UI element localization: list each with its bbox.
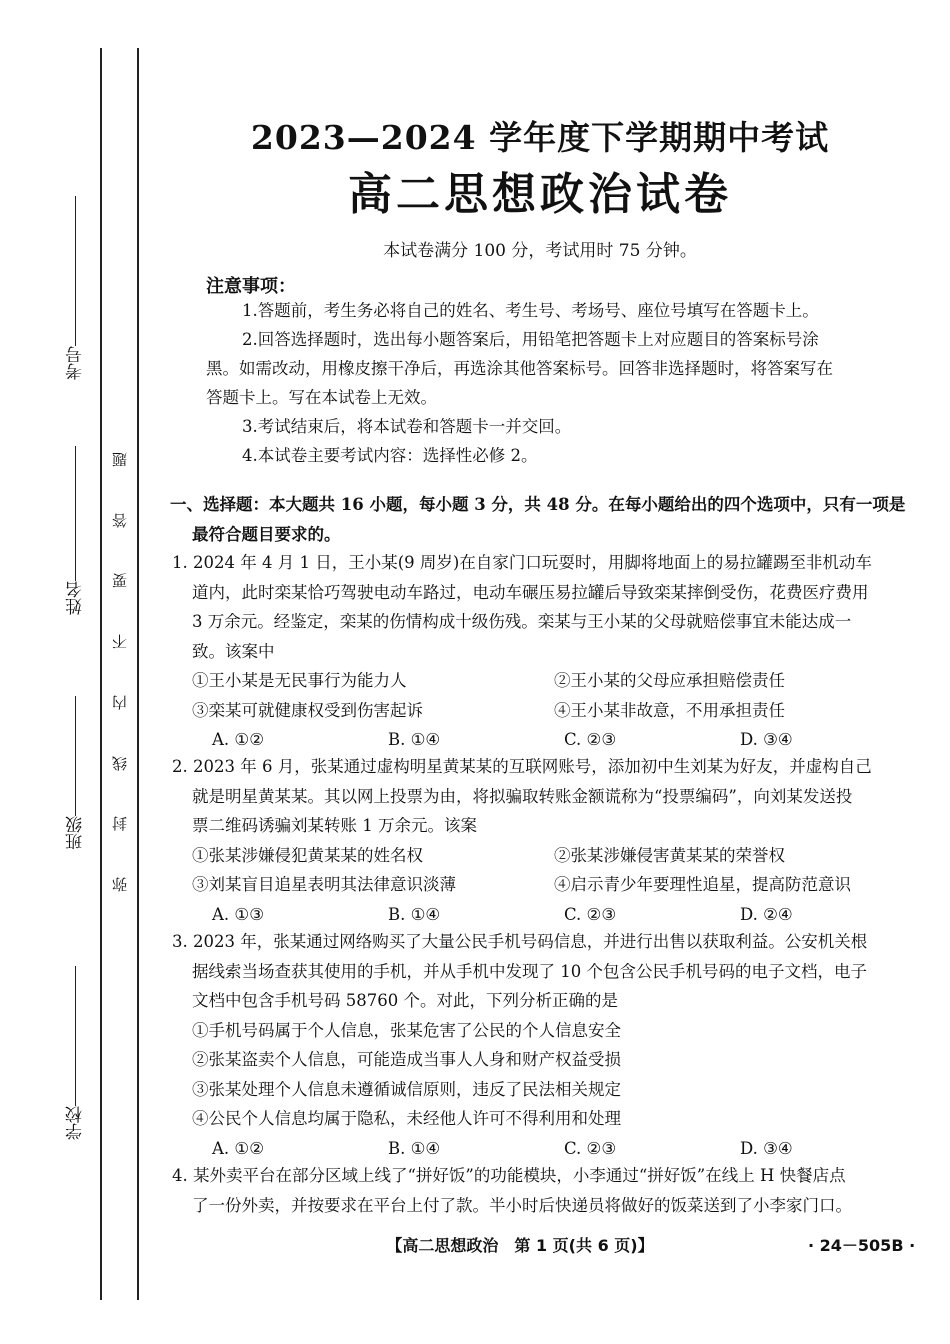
question-stem-line: 3. 2023 年，张某通过网络购买了大量公民手机号码信息，并进行出售以获取利益。公安机关根 [172,932,868,951]
paper-code: · 24－505B · [808,1236,916,1255]
statement-option: ③刘某盲目追星表明其法律意识淡薄 [192,875,456,894]
question-stem-line: 1. 2024 年 4 月 1 日，王小某(9 周岁)在自家门口玩耍时，用脚将地面上的易拉罐踢至非机动车 [172,553,872,572]
question-stem-line: 文档中包含手机号码 58760 个。对此，下列分析正确的是 [192,991,618,1010]
answer-choice-d: D. ③④ [740,1138,793,1158]
field-class-blank [75,696,76,816]
answer-choice-d: D. ②④ [740,904,793,924]
statement-option: ④公民个人信息均属于隐私，未经他人许可不得利用和处理 [192,1109,621,1128]
answer-choice-b: B. ①④ [388,1138,441,1158]
option-row [172,841,916,871]
field-exam-number [60,190,90,380]
option-row [172,666,916,696]
binding-line-outer [100,48,102,1300]
seal-char: 答 [110,512,129,528]
question-stem-line: 票二维码诱骗刘某转账 1 万余元。该案 [192,816,477,835]
exam-title: 2023—2024 学年度下学期期中考试 [250,118,830,157]
seal-char: 封 [110,816,129,832]
statement-option: ②张某盗卖个人信息，可能造成当事人人身和财产权益受损 [192,1050,621,1069]
seal-char: 要 [110,573,129,589]
answer-choice-a: A. ①② [212,730,264,749]
answer-choices [172,1134,916,1164]
answer-choice-c: C. ②③ [564,904,617,924]
notice-heading: 注意事项： [206,276,296,297]
notice-body [206,296,906,470]
exam-subject-title: 高二思想政治试卷 [348,169,732,220]
seal-line-text [108,452,130,892]
field-class-label: 班级 [65,816,86,850]
question-stem-line: 2. 2023 年 6 月，张某通过虚构明星黄某某的互联网账号，添加初中生刘某为好友，并虚构自己 [172,757,872,776]
statement-option: ③栾某可就健康权受到伤害起诉 [192,700,423,720]
field-exam-number-label: 考号 [65,346,86,380]
answer-choice-a: A. ①③ [212,904,264,924]
field-name [60,440,90,615]
question-stem-line: 据线索当场查获其使用的手机，并从手机中发现了 10 个包含公民手机号码的电子文档，电子 [192,961,867,981]
question-3 [172,927,916,1163]
statement-option: ①王小某是无民事行为能力人 [192,671,407,690]
section-line: 一、选择题：本大题共 16 小题，每小题 3 分，共 48 分。在每小题给出的四个选项中，只有一项是 [170,495,906,514]
seal-char: 弥 [110,876,129,892]
option-row [172,696,916,726]
seal-char: 线 [110,755,129,771]
page-footer: 【高二思想政治 第 1 页(共 6 页)】 [386,1236,654,1255]
binding-line-inner [137,48,139,1300]
question-1 [172,548,916,755]
exam-score-time: 本试卷满分 100 分，考试用时 75 分钟。 [383,241,697,261]
notice-line: 黑。如需改动，用橡皮擦干净后，再选涂其他答案标号。回答非选择题时，将答案写在 [206,359,833,378]
answer-choice-d: D. ③④ [740,730,793,749]
seal-char: 题 [110,452,129,467]
question-stem-line: 道内，此时栾某恰巧驾驶电动车路过，电动车碾压易拉罐后导致栾某摔倒受伤，花费医疗费用 [192,582,869,602]
seal-char: 不 [110,634,129,650]
statement-option: ④王小某非故意，不用承担责任 [554,700,785,720]
answer-choice-a: A. ①② [212,1138,264,1158]
question-stem-line: 致。该案中 [192,641,275,661]
statement-option: ①手机号码属于个人信息，张某危害了公民的个人信息安全 [192,1020,621,1040]
question-stem-line: 就是明星黄某某。其以网上投票为由，将拟骗取转账金额谎称为“投票编码”，向刘某发送投 [192,786,853,806]
answer-choice-c: C. ②③ [564,730,617,749]
question-2 [172,752,916,929]
notice-line: 答题卡上。写在本试卷上无效。 [206,388,437,407]
answer-choice-b: B. ①④ [388,904,441,924]
seal-char: 内 [110,694,129,710]
field-name-blank [75,446,76,581]
notice-line: 4.本试卷主要考试内容：选择性必修 2。 [242,446,538,465]
notice-line: 1.答题前，考生务必将自己的姓名、考生号、考场号、座位号填写在答题卡上。 [242,301,819,320]
field-class [60,690,90,850]
notice-line: 3.考试结束后，将本试卷和答题卡一并交回。 [242,417,572,436]
statement-option: ①张某涉嫌侵犯黄某某的姓名权 [192,845,423,865]
statement-option: ④启示青少年要理性追星，提高防范意识 [554,875,851,894]
answer-choices [172,900,916,930]
section-heading [170,490,910,550]
answer-choices [172,725,916,755]
statement-option: ②张某涉嫌侵害黄某某的荣誉权 [554,845,785,865]
statement-option: ③张某处理个人信息未遵循诚信原则，违反了民法相关规定 [192,1079,621,1099]
field-name-label: 姓名 [65,581,86,615]
option-row [172,870,916,900]
field-school [60,960,90,1140]
section-line: 最符合题目要求的。 [192,525,341,544]
field-school-label: 学校 [65,1106,86,1140]
statement-option: ②王小某的父母应承担赔偿责任 [554,671,785,690]
answer-choice-c: C. ②③ [564,1138,617,1158]
question-4 [172,1161,916,1220]
question-stem-line: 3 万余元。经鉴定，栾某的伤情构成十级伤残。栾某与王小某的父母就赔偿事宜未能达成一 [192,612,852,631]
field-school-blank [75,966,76,1106]
notice-line: 2.回答选择题时，选出每小题答案后，用铅笔把答题卡上对应题目的答案标号涂 [242,330,819,349]
question-stem-line: 了一份外卖，并按要求在平台上付了款。半小时后快递员将做好的饭菜送到了小李家门口。 [192,1195,852,1215]
answer-choice-b: B. ①④ [388,730,441,749]
field-exam-number-blank [75,196,76,346]
question-stem-line: 4. 某外卖平台在部分区域上线了“拼好饭”的功能模块，小李通过“拼好饭”在线上 H 快餐店点 [172,1166,846,1185]
